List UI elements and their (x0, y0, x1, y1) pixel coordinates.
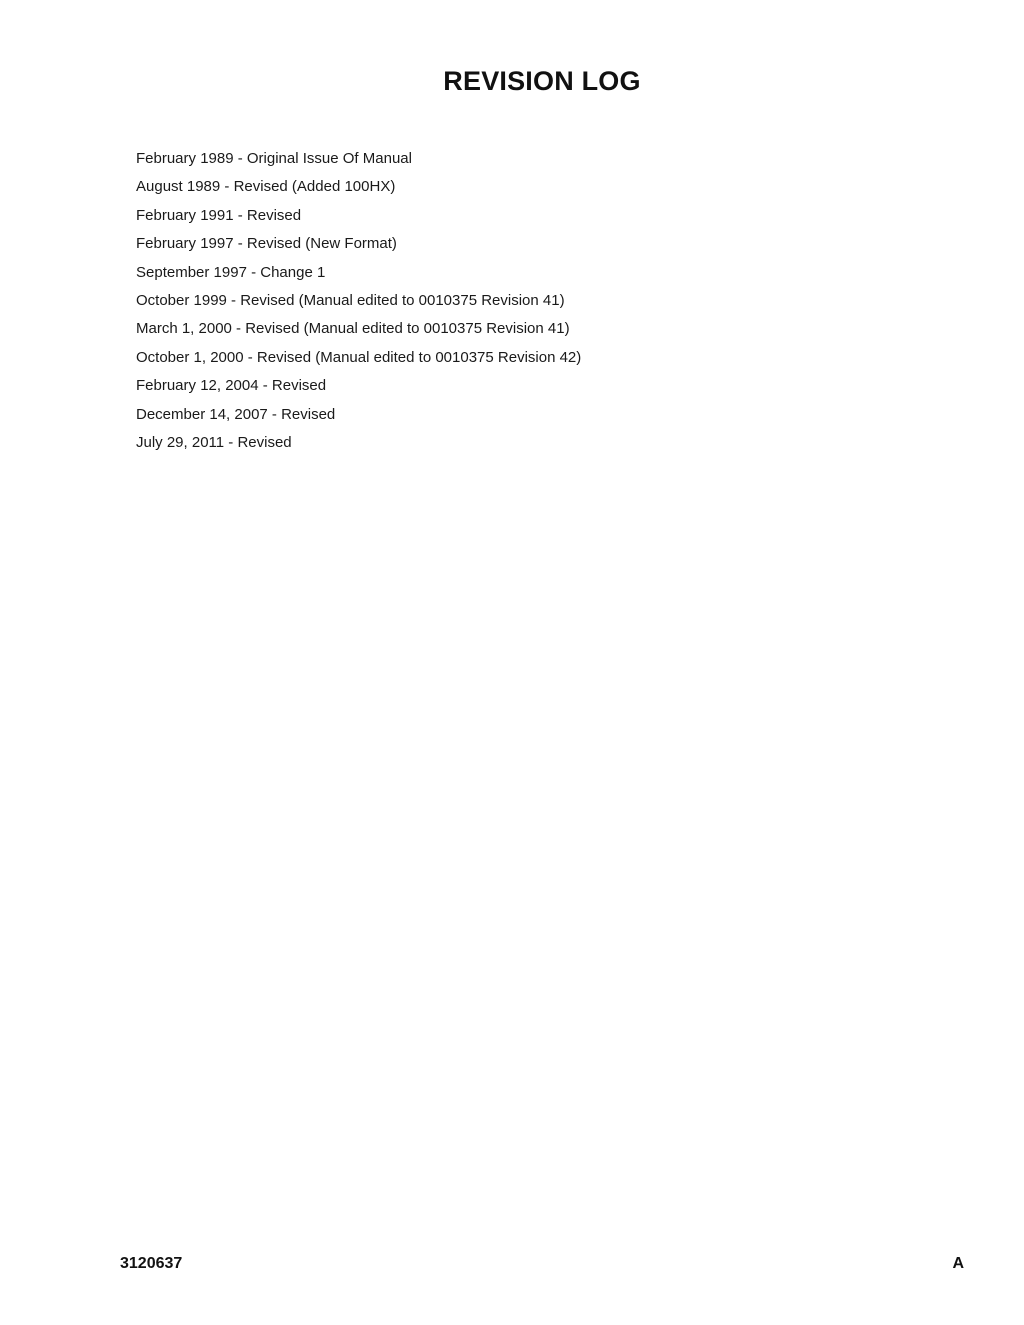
document-number: 3120637 (120, 1255, 183, 1272)
revision-list (136, 145, 581, 457)
revision-entry: July 29, 2011 - Revised (136, 433, 292, 451)
revision-entry: February 1997 - Revised (New Format) (136, 235, 397, 253)
revision-entry: December 14, 2007 - Revised (136, 405, 336, 423)
revision-entry: October 1, 2000 - Revised (Manual edited to 0010375 Revision 42) (136, 348, 582, 366)
revision-entry: February 1989 - Original Issue Of Manual (136, 150, 412, 167)
revision-entry: August 1989 - Revised (Added 100HX) (136, 178, 396, 196)
page-title: REVISION LOG (443, 66, 641, 96)
page-label: A (952, 1255, 964, 1272)
revision-entry: February 12, 2004 - Revised (136, 377, 327, 395)
revision-entry: February 1991 - Revised (136, 206, 302, 224)
revision-entry: March 1, 2000 - Revised (Manual edited to 0010375 Revision 41) (136, 320, 570, 338)
revision-entry: October 1999 - Revised (Manual edited to 0010375 Revision 41) (136, 291, 565, 309)
revision-entry: September 1997 - Change 1 (136, 263, 326, 281)
